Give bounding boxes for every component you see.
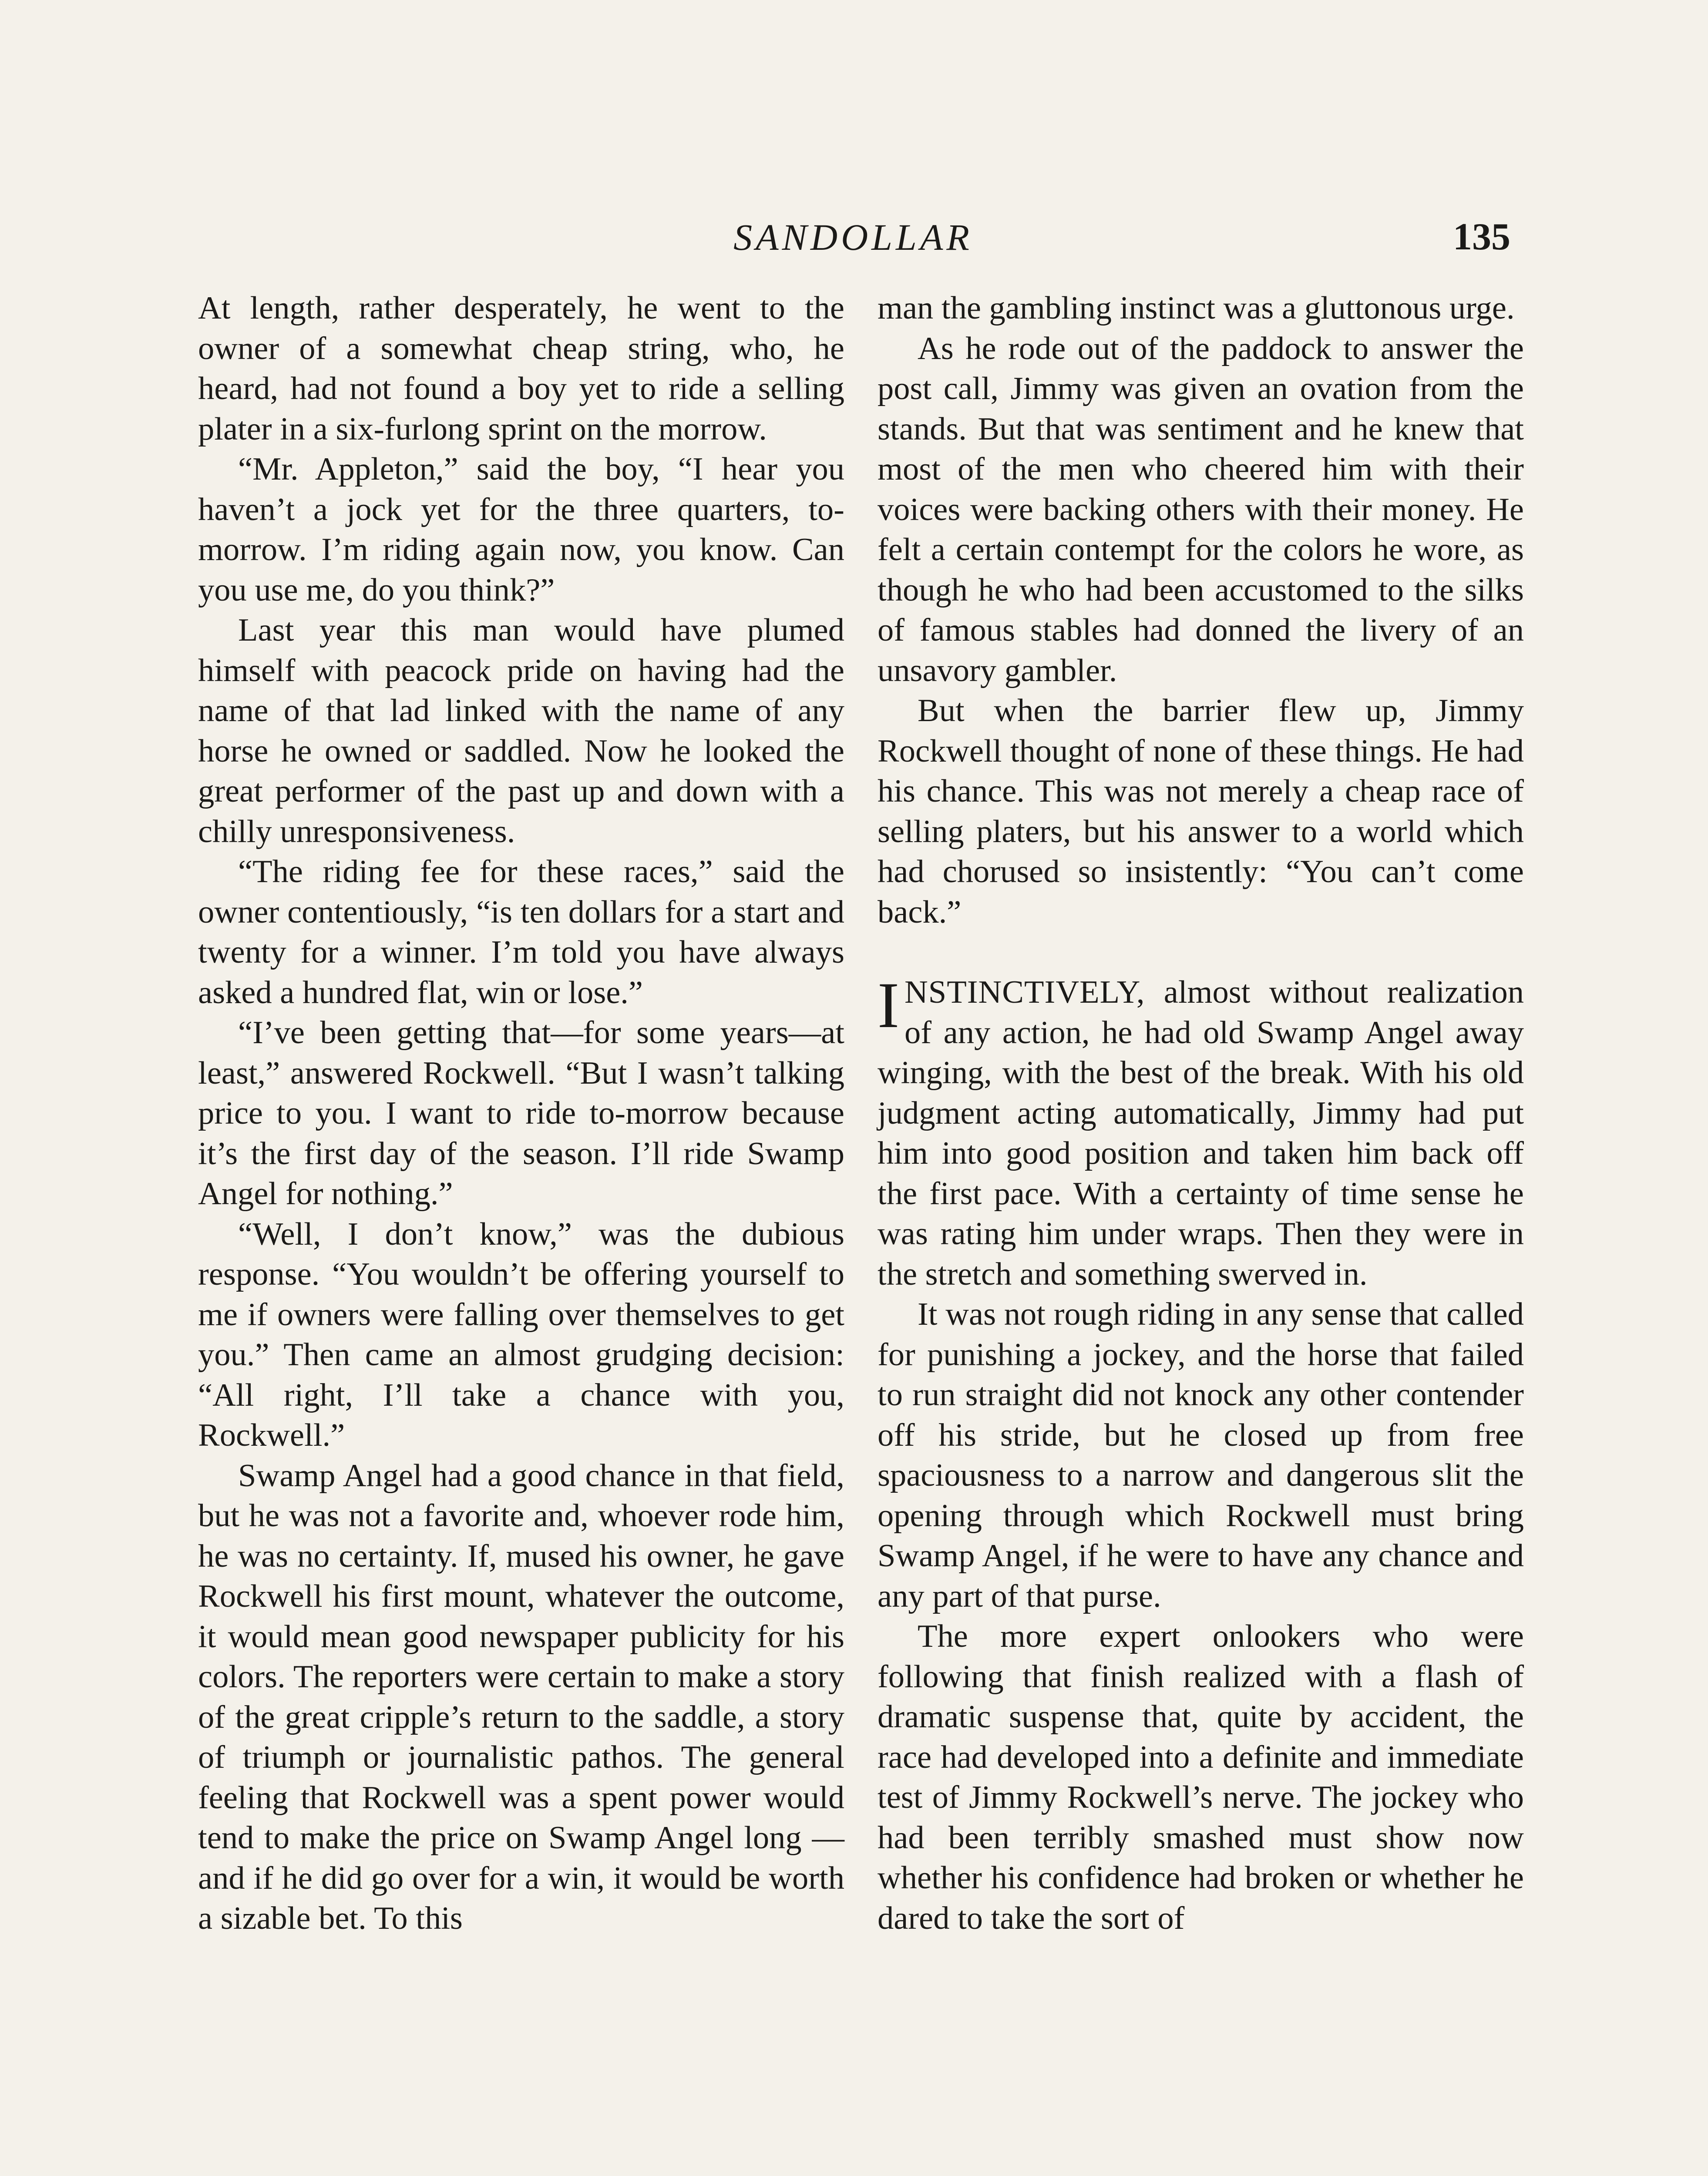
running-title: SANDOLLAR [733,216,973,258]
paragraph: “The riding fee for these races,” said the owner contentiously, “is ten dollars for a start and twenty for a winner. I’m told you have always asked a hundred flat, win or lose.” [198,854,844,1011]
paragraph: As he rode out of the paddock to answer the post call, Jimmy was given an ovation from the stands. But that was sentiment and he knew that most of the men who cheered him with their voices were backing others with their money. He felt a certain contempt for the colors he wore, as though he who had been accustomed to the silks of famous stables had donned the livery of an unsavory gambler. [878,330,1524,688]
section-opening-text: almost without realization of any action, he had old Swamp Angel away winging, with the best of the break. With his old judgment acting automatically, Jimmy had put him into good position and taken him back off the first pace. With a certainty of time sense he was rating him under wraps. Then they were in the stretch and something swerved in. [878,974,1524,1292]
paragraph: But when the barrier flew up, Jimmy Rockwell thought of none of these things. He had his chance. This was not merely a cheap race of selling platers, but his answer to a world which had chorused so insistently: “You can’t come back.” [878,693,1524,930]
paragraph: At length, rather desperately, he went to the owner of a somewhat cheap string, who, he heard, had not found a boy yet to ride a selling plater in a six-furlong sprint on the morrow. [198,290,844,447]
left-column [198,288,844,1939]
paragraph: The more expert onlookers who were following that finish realized with a flash of dramatic suspense that, quite by accident, the race had developed into a definite and immediate test of Jimmy Rockwell’s nerve. The jockey who had been terribly smashed must show now whether his confidence had broken or whether he dared to take the sort of [878,1619,1524,1936]
right-column [878,288,1524,1938]
page-number: 135 [1453,216,1510,258]
paragraph: Last year this man would have plumed himself with peacock pride on having had the name of that lad linked with the name of any horse he owned or saddled. Now he looked the great performer of the past up and down with a chilly unresponsiveness. [198,612,844,850]
section-opening-paragraph [878,969,1524,1294]
paragraph: It was not rough riding in any sense that called for punishing a jockey, and the horse that failed to run straight did not knock any other contender off his stride, but he closed up from free spaciousness to a narrow and dangerous slit the opening through which Rockwell must bring Swamp Angel, if he were to have any chance and any part of that purse. [878,1296,1524,1614]
lead-caps: NSTINCTIVELY, [904,974,1145,1010]
paragraph: “I’ve been getting that—for some years—at least,” answered Rockwell. “But I wasn’t talking price to you. I want to ride to-morrow because it’s the first day of the season. I’ll ride Swamp Angel for nothing.” [198,1015,844,1212]
paragraph: “Mr. Appleton,” said the boy, “I hear you haven’t a jock yet for the three quarters, to-morrow. I’m riding again now, you know. Can you use me, do you think?” [198,451,844,608]
paragraph: “Well, I don’t know,” was the dubious response. “You wouldn’t be offering yourself to me if owners were falling over themselves to get you.” Then came an almost grudging decision: “All right, I’ll take a chance with you, Rockwell.” [198,1216,844,1453]
paragraph: man the gambling instinct was a gluttonous urge. [878,290,1515,326]
drop-cap: I [878,969,899,1041]
paragraph: Swamp Angel had a good chance in that field, but he was not a favorite and, whoever rode him, he was no certainty. If, mused his owner, he gave Rockwell his first mount, whatever the outcome, it would mean good newspaper publicity for his colors. The reporters were certain to make a story of the great cripple’s return to the saddle, a story of triumph or journalistic pathos. The general feeling that Rockwell was a spent power would tend to make the price on Swamp Angel long —and if he did go over for a win, it would be worth a sizable bet. To this [198,1457,844,1936]
page-header [196,207,1510,268]
